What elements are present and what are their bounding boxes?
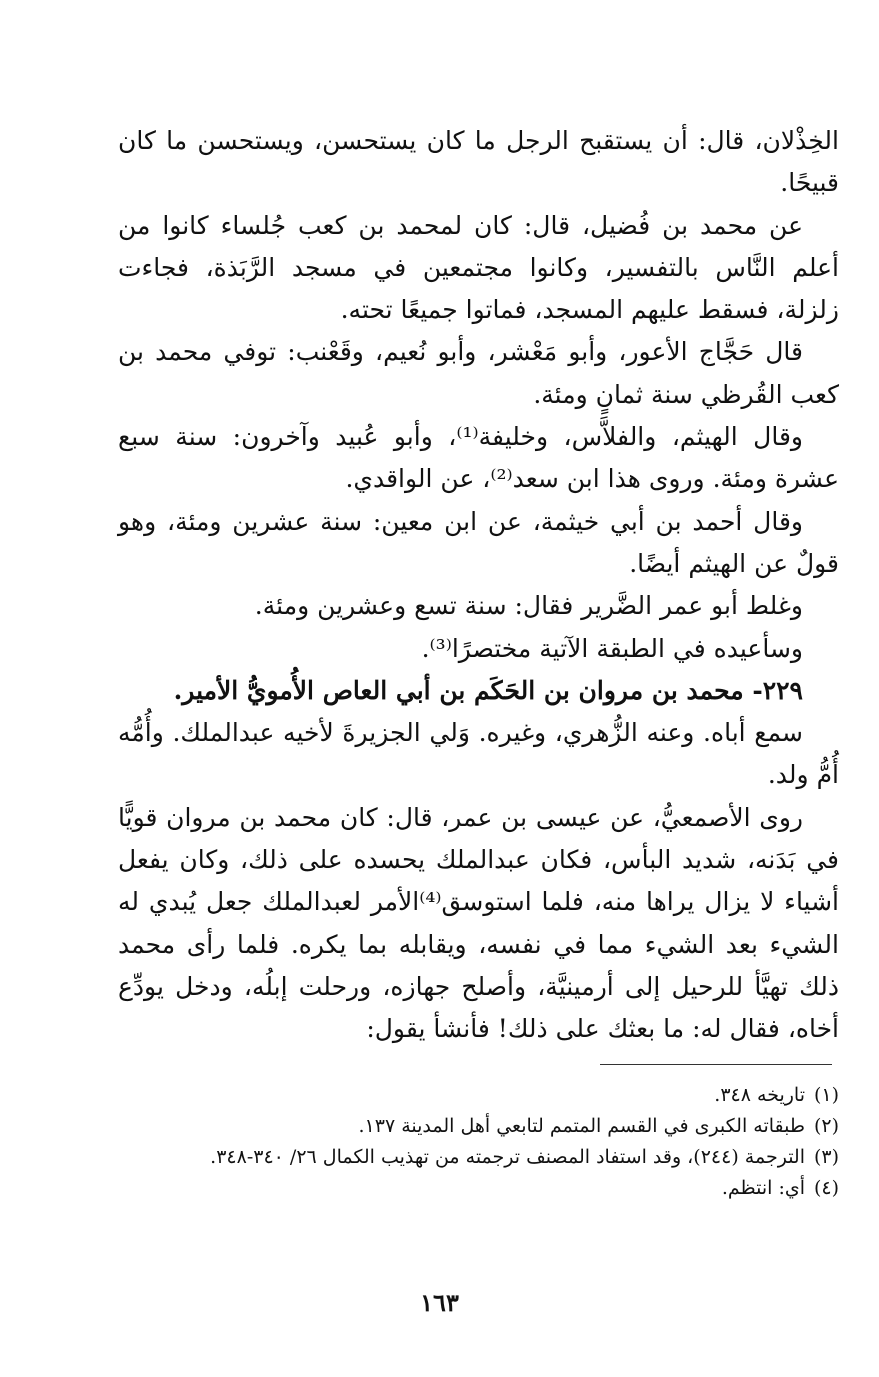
footnote-number: (١) (813, 1084, 839, 1106)
paragraph-4: وقال الهيثم، والفلاَّس، وخليفة⁽¹⁾، وأبو عُبيد وآخرون: سنة سبع عشرة ومئة. وروى هذا ابن سعد⁽²⁾، عن الواقدي. (118, 422, 839, 494)
footnote-text: الترجمة (٢٤٤)، وقد استفاد المصنف ترجمته من تهذيب الكمال ٢٦/ ٣٤٠-٣٤٨. (210, 1146, 805, 1168)
footnote-divider (600, 1064, 832, 1065)
footnote (118, 1111, 839, 1142)
entry-heading: ٢٢٩- محمد بن مروان بن الحَكَم بن أبي العاص الأُمويُّ الأمير. (173, 675, 803, 705)
page-number: ١٦٣ (420, 1288, 459, 1317)
footnote (118, 1142, 839, 1173)
paragraph-5: وقال أحمد بن أبي خيثمة، عن ابن معين: سنة عشرين ومئة، وهو قولٌ عن الهيثم أيضًا. (118, 506, 839, 578)
footnotes (118, 1080, 839, 1204)
main-text (118, 120, 839, 1051)
entry-paragraph-2: روى الأصمعيُّ، عن عيسى بن عمر، قال: كان محمد بن مروان قويًّا في بَدَنه، شديد البأس، فكان عبدالملك يحسده على ذلك، وكان يفعل أشياء لا يزال يراها منه، فلما استوسق⁽⁴⁾الأمر لعبدالملك جعل يُبدي له الشيء بعد الشيء مما في نفسه، ويقابله بما يكره. فلما رأى محمد ذلك تهيَّأ للرحيل إلى أرمينيَّة، وأصلح جهازه، ورحلت إبلُه، ودخل يودِّع أخاه، فقال له: ما بعثك على ذلك! فأنشأ يقول: (118, 802, 839, 1044)
paragraph-6: وغلط أبو عمر الضَّرير فقال: سنة تسع وعشرين ومئة. (254, 591, 803, 621)
footnote-number: (٣) (813, 1146, 839, 1168)
footnote-text: تاريخه ٣٤٨. (714, 1084, 805, 1106)
footnote-text: طبقاته الكبرى في القسم المتمم لتابعي أهل المدينة ١٣٧. (358, 1115, 805, 1137)
paragraph-1: الخِذْلان، قال: أن يستقبح الرجل ما كان يستحسن، ويستحسن ما كان قبيحًا. (118, 126, 839, 198)
footnote-number: (٢) (813, 1115, 839, 1137)
footnote (118, 1173, 839, 1204)
footnote-number: (٤) (813, 1177, 839, 1199)
paragraph-7: وسأعيده في الطبقة الآتية مختصرًا⁽³⁾. (421, 633, 803, 663)
footnote-text: أي: انتظم. (721, 1177, 805, 1199)
entry-paragraph-1: سمع أباه. وعنه الزُّهري، وغيره. وَلي الجزيرةَ لأخيه عبدالملك. وأُمُّه أُمُّ ولد. (118, 718, 839, 790)
paragraph-2: عن محمد بن فُضيل، قال: كان لمحمد بن كعب جُلساء كانوا من أعلم النَّاس بالتفسير، وكانوا مجتمعين في مسجد الرَّبَذة، فجاءت زلزلة، فسقط عليهم المسجد، فماتوا جميعًا تحته. (118, 210, 839, 325)
paragraph-3: قال حَجَّاج الأعور، وأبو مَعْشر، وأبو نُعيم، وقَعْنب: توفي محمد بن كعب القُرظي سنة ثمانٍ ومئة. (118, 337, 839, 409)
footnote (118, 1080, 839, 1111)
